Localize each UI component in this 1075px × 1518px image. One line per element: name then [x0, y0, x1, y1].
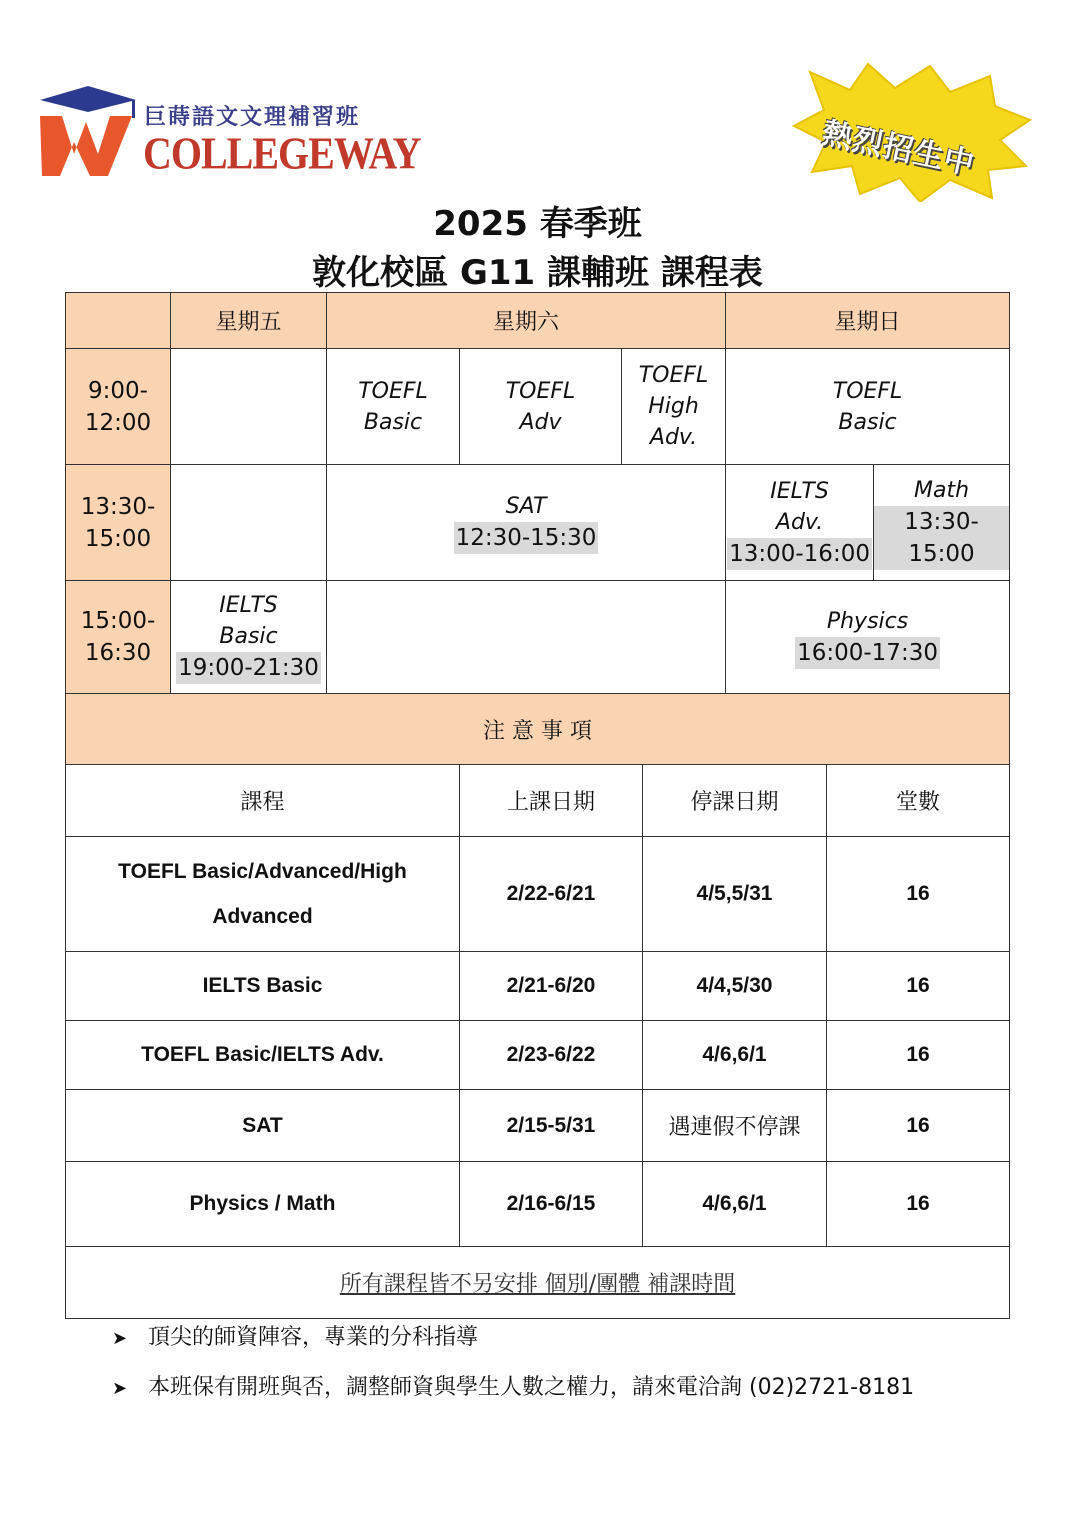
course-ielts-basic-name: IELTS Basic [219, 593, 278, 649]
table-row [66, 837, 1010, 952]
corner-cell [66, 293, 171, 349]
course-ielts-basic-time: 19:00-21:30 [176, 652, 321, 684]
row-dates: 2/22-6/21 [460, 837, 643, 952]
row-dates: 2/21-6/20 [460, 952, 643, 1021]
logo-english-name: COLLEGEWAY [143, 127, 421, 179]
row-course: SAT [66, 1090, 460, 1162]
time-slot-1: 9:00- 12:00 [66, 349, 171, 465]
course-math-name: Math [914, 478, 970, 503]
notes-table [65, 693, 1010, 1319]
course-toefl-high-adv-sat: TOEFL High Adv. [622, 349, 726, 465]
course-physics-name: Physics [826, 608, 909, 634]
row-sessions: 16 [827, 837, 1010, 952]
arrow-bullet-icon: ➤ [112, 1328, 128, 1349]
day-header-sunday: 星期日 [726, 293, 1010, 349]
row-dates: 2/23-6/22 [460, 1021, 643, 1090]
makeup-policy-note [66, 1247, 1010, 1319]
row-sessions: 16 [827, 1162, 1010, 1247]
row-dates: 2/15-5/31 [460, 1090, 643, 1162]
row-course: TOEFL Basic/IELTS Adv. [66, 1021, 460, 1090]
course-sat-name: SAT [505, 494, 547, 519]
row-off-dates: 遇連假不停課 [643, 1090, 827, 1162]
table-row [66, 1021, 1010, 1090]
arrow-bullet-icon: ➤ [112, 1378, 128, 1399]
course-physics-cell [726, 581, 1010, 694]
day-header-saturday: 星期六 [327, 293, 726, 349]
time-slot-2: 13:30- 15:00 [66, 465, 171, 581]
bullet-item [112, 1320, 478, 1351]
time-slot-3: 15:00- 16:30 [66, 581, 171, 694]
column-header-off-dates: 停課日期 [643, 765, 827, 837]
schedule-table [65, 292, 1010, 694]
row-dates: 2/16-6/15 [460, 1162, 643, 1247]
course-toefl-basic-sat: TOEFL Basic [327, 349, 460, 465]
course-ielts-adv-time: 13:00-16:00 [727, 538, 872, 570]
table-row [66, 1162, 1010, 1247]
collegeway-logo [38, 82, 421, 182]
course-ielts-basic-cell [171, 581, 327, 694]
row-off-dates: 4/6,6/1 [643, 1162, 827, 1247]
row-course: Physics / Math [66, 1162, 460, 1247]
w-letter-icon [40, 116, 132, 176]
friday-slot-2 [171, 465, 327, 581]
row-course: IELTS Basic [66, 952, 460, 1021]
course-ielts-adv-cell [726, 465, 874, 581]
course-math-cell [874, 465, 1010, 581]
course-math-time: 13:30-15:00 [874, 506, 1009, 570]
course-physics-time: 16:00-17:30 [795, 637, 940, 669]
page-title-schedule: 敦化校區 G11 課輔班 課程表 [312, 253, 763, 293]
row-course: TOEFL Basic/Advanced/High Advanced [66, 837, 460, 952]
column-header-sessions: 堂數 [827, 765, 1010, 837]
page-title-term: 2025 春季班 [433, 204, 642, 244]
cap-icon [40, 86, 136, 112]
enrollment-text: 熱烈招生中 [819, 115, 978, 183]
saturday-slot-3 [327, 581, 726, 694]
row-off-dates: 4/6,6/1 [643, 1021, 827, 1090]
bullet-text: 本班保有開班與否，調整師資與學生人數之權力，請來電洽詢 (02)2721-8181 [148, 1375, 915, 1400]
course-ielts-adv-name: IELTS Adv. [770, 478, 829, 535]
row-sessions: 16 [827, 1090, 1010, 1162]
table-row [66, 952, 1010, 1021]
row-off-dates: 4/5,5/31 [643, 837, 827, 952]
row-off-dates: 4/4,5/30 [643, 952, 827, 1021]
bullet-item [112, 1370, 914, 1401]
column-header-start-date: 上課日期 [460, 765, 643, 837]
row-sessions: 16 [827, 952, 1010, 1021]
row-sessions: 16 [827, 1021, 1010, 1090]
bullet-text: 頂尖的師資陣容，專業的分科指導 [148, 1325, 479, 1350]
friday-slot-1 [171, 349, 327, 465]
course-sat-time: 12:30-15:30 [454, 522, 599, 554]
makeup-policy-text: 所有課程皆不另安排 個別/團體 補課時間 [339, 1272, 736, 1297]
column-header-course: 課程 [66, 765, 460, 837]
course-toefl-basic-sun: TOEFL Basic [726, 349, 1010, 465]
notes-heading: 注 意 事 項 [66, 694, 1010, 765]
logo-chinese-name: 巨蒔語文文理補習班 [144, 105, 361, 130]
course-toefl-adv-sat: TOEFL Adv [460, 349, 622, 465]
day-header-friday: 星期五 [171, 293, 327, 349]
course-sat-cell [327, 465, 726, 581]
table-row [66, 1090, 1010, 1162]
